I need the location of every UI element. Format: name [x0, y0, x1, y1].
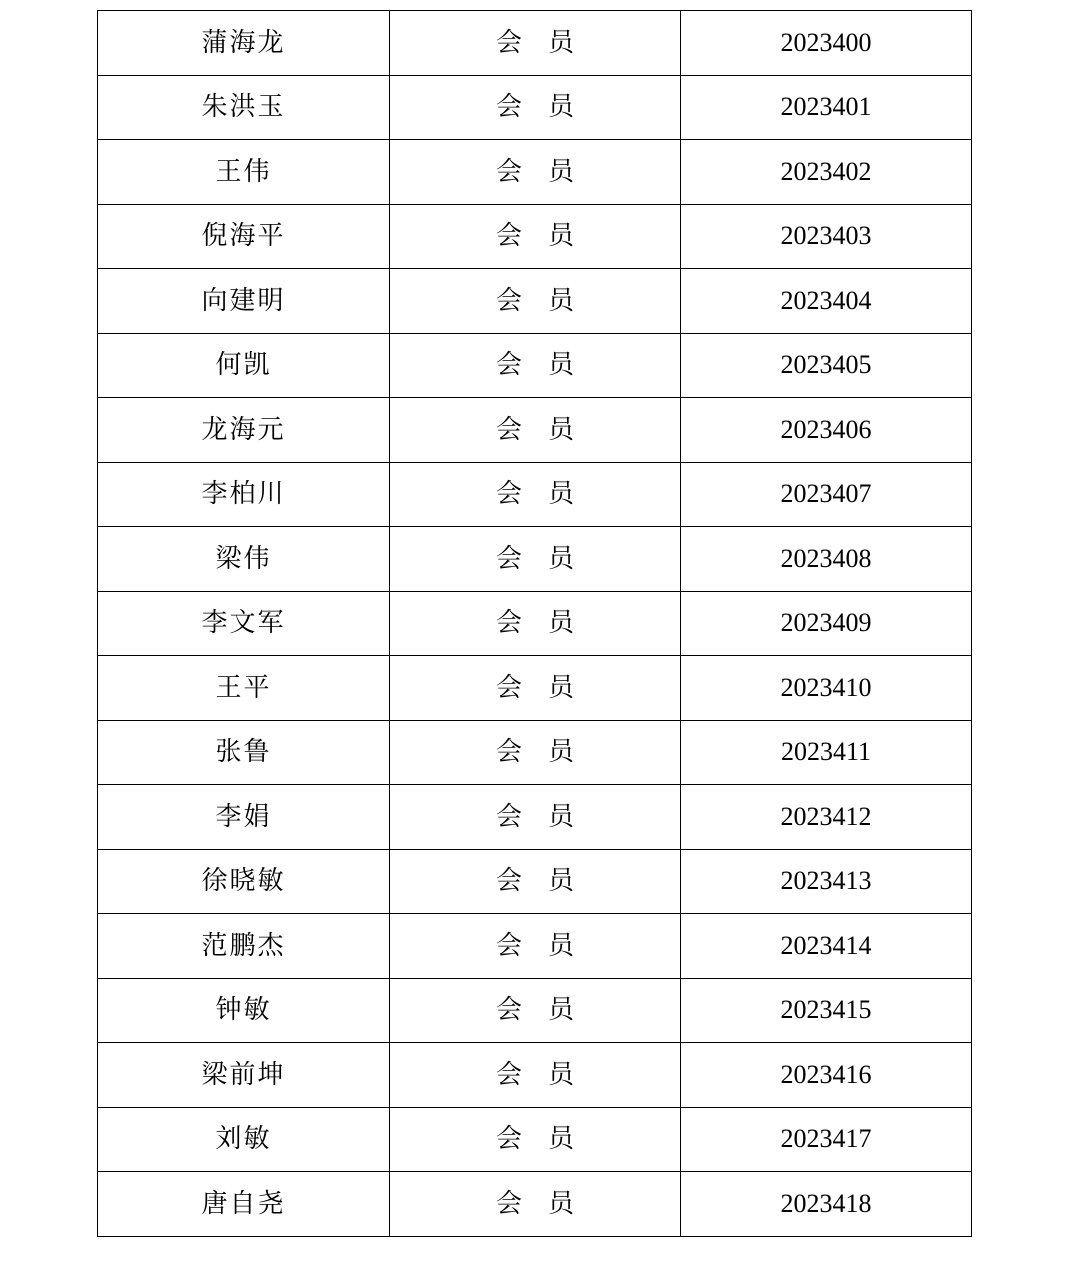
member-id: 2023404: [780, 285, 872, 315]
member-role-cell: [390, 527, 681, 592]
member-name: 龙海元: [201, 414, 286, 445]
member-role: 会 员: [495, 543, 574, 574]
member-id-cell: [681, 75, 972, 140]
member-id-cell: [681, 720, 972, 785]
member-role-cell: [390, 462, 681, 527]
table-row: [98, 462, 972, 527]
member-name: 徐晓敏: [201, 866, 286, 897]
table-row: [98, 1172, 972, 1237]
member-id-cell: [681, 591, 972, 656]
member-role: 会 员: [495, 737, 574, 768]
member-role-cell: [390, 333, 681, 398]
table-row: [98, 140, 972, 205]
member-role-cell: [390, 11, 681, 76]
member-role: 会 员: [495, 92, 574, 123]
table-row: [98, 591, 972, 656]
member-role-cell: [390, 1043, 681, 1108]
member-name-cell: [98, 11, 390, 76]
member-role: 会 员: [495, 801, 574, 832]
member-role: 会 员: [495, 350, 574, 381]
member-id: 2023403: [780, 221, 872, 251]
member-name-cell: [98, 656, 390, 721]
member-name-cell: [98, 978, 390, 1043]
table-row: [98, 720, 972, 785]
member-role: 会 员: [495, 995, 574, 1026]
member-role: 会 员: [495, 608, 574, 639]
member-id-cell: [681, 978, 972, 1043]
member-name: 张鲁: [215, 737, 272, 768]
member-name: 朱洪玉: [201, 92, 286, 123]
member-name-cell: [98, 140, 390, 205]
member-role: 会 员: [495, 1188, 574, 1219]
member-id-cell: [681, 462, 972, 527]
member-role: 会 员: [495, 285, 574, 316]
member-role-cell: [390, 591, 681, 656]
table-row: [98, 11, 972, 76]
roster-body: [98, 11, 972, 1237]
member-id-cell: [681, 914, 972, 979]
table-row: [98, 398, 972, 463]
member-name-cell: [98, 527, 390, 592]
table-row: [98, 333, 972, 398]
table-row: [98, 527, 972, 592]
member-role-cell: [390, 204, 681, 269]
member-role-cell: [390, 1107, 681, 1172]
member-id-cell: [681, 656, 972, 721]
member-name: 梁伟: [215, 543, 272, 574]
member-name: 何凯: [215, 350, 272, 381]
member-role-cell: [390, 978, 681, 1043]
member-role-cell: [390, 720, 681, 785]
table-row: [98, 785, 972, 850]
member-id: 2023410: [780, 672, 872, 702]
member-id-cell: [681, 333, 972, 398]
table-row: [98, 75, 972, 140]
member-id: 2023418: [780, 1188, 872, 1218]
member-id-cell: [681, 785, 972, 850]
member-role: 会 员: [495, 479, 574, 510]
member-id: 2023400: [780, 27, 872, 57]
member-role: 会 员: [495, 866, 574, 897]
member-id-cell: [681, 1172, 972, 1237]
member-name-cell: [98, 75, 390, 140]
member-role: 会 员: [495, 1059, 574, 1090]
member-role-cell: [390, 656, 681, 721]
member-name: 倪海平: [201, 221, 286, 252]
member-role: 会 员: [495, 414, 574, 445]
member-role-cell: [390, 140, 681, 205]
member-name: 李文军: [201, 608, 286, 639]
member-role: 会 员: [495, 221, 574, 252]
table-row: [98, 1043, 972, 1108]
member-name: 刘敏: [215, 1124, 272, 1155]
member-role: 会 员: [495, 1124, 574, 1155]
table-row: [98, 849, 972, 914]
member-role: 会 员: [495, 27, 574, 58]
member-id: 2023409: [780, 608, 872, 638]
member-name-cell: [98, 785, 390, 850]
table-row: [98, 204, 972, 269]
table-row: [98, 1107, 972, 1172]
member-id: 2023407: [780, 479, 872, 509]
member-role-cell: [390, 914, 681, 979]
member-name: 王平: [215, 672, 272, 703]
member-name: 唐自尧: [201, 1188, 286, 1219]
member-name: 向建明: [201, 285, 286, 316]
member-name: 钟敏: [215, 995, 272, 1026]
member-id: 2023417: [780, 1124, 872, 1154]
member-id: 2023416: [780, 1059, 872, 1089]
member-id-cell: [681, 849, 972, 914]
member-id-cell: [681, 140, 972, 205]
member-id: 2023402: [780, 156, 872, 186]
table-row: [98, 978, 972, 1043]
member-role-cell: [390, 1172, 681, 1237]
member-id: 2023405: [780, 350, 872, 380]
member-name-cell: [98, 269, 390, 334]
member-id: 2023406: [780, 414, 872, 444]
member-name: 蒲海龙: [201, 27, 286, 58]
member-name-cell: [98, 204, 390, 269]
member-id-cell: [681, 1107, 972, 1172]
member-id: 2023411: [780, 737, 872, 767]
member-name-cell: [98, 398, 390, 463]
member-id: 2023408: [780, 543, 872, 573]
member-role-cell: [390, 75, 681, 140]
member-id-cell: [681, 398, 972, 463]
member-name: 王伟: [215, 156, 272, 187]
member-role-cell: [390, 269, 681, 334]
member-id: 2023414: [780, 930, 872, 960]
member-roster-table: [97, 10, 972, 1237]
member-id: 2023415: [780, 995, 872, 1025]
member-id-cell: [681, 1043, 972, 1108]
member-id: 2023412: [780, 801, 872, 831]
member-role-cell: [390, 398, 681, 463]
member-name: 梁前坤: [201, 1059, 286, 1090]
table-row: [98, 914, 972, 979]
member-name-cell: [98, 1043, 390, 1108]
member-name-cell: [98, 849, 390, 914]
member-name: 范鹏杰: [201, 930, 286, 961]
member-name: 李娟: [215, 801, 272, 832]
table-row: [98, 269, 972, 334]
table-row: [98, 656, 972, 721]
member-name: 李柏川: [201, 479, 286, 510]
member-name-cell: [98, 1107, 390, 1172]
member-name-cell: [98, 1172, 390, 1237]
member-name-cell: [98, 462, 390, 527]
member-role: 会 员: [495, 930, 574, 961]
member-name-cell: [98, 591, 390, 656]
member-name-cell: [98, 914, 390, 979]
member-role: 会 员: [495, 672, 574, 703]
member-id-cell: [681, 11, 972, 76]
member-id: 2023413: [780, 866, 872, 896]
member-id: 2023401: [780, 92, 872, 122]
member-role-cell: [390, 849, 681, 914]
member-id-cell: [681, 269, 972, 334]
member-name-cell: [98, 720, 390, 785]
member-id-cell: [681, 527, 972, 592]
member-role-cell: [390, 785, 681, 850]
member-id-cell: [681, 204, 972, 269]
member-role: 会 员: [495, 156, 574, 187]
member-name-cell: [98, 333, 390, 398]
